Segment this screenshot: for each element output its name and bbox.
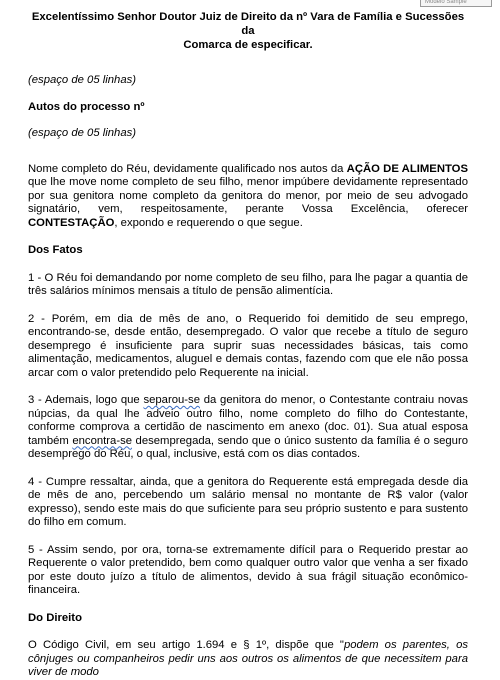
spacer-note-1: (espaço de 05 linhas): [28, 74, 137, 86]
spellcheck-word-2: encontra-se: [72, 434, 133, 447]
facts-paragraph-3: [28, 394, 468, 462]
case-title: Autos do processo nº: [28, 100, 145, 113]
facts-p3-text-1: 3 - Ademais, logo que: [28, 394, 144, 406]
intro-paragraph: [28, 163, 468, 231]
contestation-label: CONTESTAÇÃO: [28, 216, 115, 229]
spellcheck-word-1: separou-se: [143, 394, 200, 406]
section-title-facts: Dos Fatos: [28, 244, 83, 256]
addressee-line-2: Comarca de especificar.: [183, 39, 313, 51]
facts-p3-text-2: da genitora do menor, o Contestante contraiu novas núpcias, da qual lhe adveio outro filho, nome completo do filho do Contestante, conforme comprova a certidão de nascimento em anexo (doc. 01). Sua atual esposa também: [28, 394, 468, 447]
document-body: [28, 10, 468, 680]
facts-paragraph-4: 4 - Cumpre ressaltar, ainda, que a genitora do Requerente está empregada desde dia de mês de ano, percebendo um salário mensal no montante de R$ valor (valor expresso), sendo este mais do que suficiente para seu próprio sustento e para sustento do filho em comum.: [28, 475, 468, 528]
facts-p3-text-3: desempregada, sendo que o único sustento da família é o seguro desemprego do Réu, o qual, inclusive, está com os dias contados.: [28, 434, 468, 460]
action-name: AÇÃO DE ALIMENTOS: [346, 162, 469, 175]
facts-paragraph-1: 1 - O Réu foi demandando por nome completo de seu filho, para lhe pagar a quantia de três salários mínimos mensais a título de pensão alimentícia.: [28, 271, 468, 297]
law-quote: podem os parentes, os cônjuges ou companheiros pedir uns aos outros os alimentos de que necessitem para viver de modo: [28, 639, 469, 678]
intro-text-2: que lhe move nome completo de seu filho, menor impúbere devidamente representado por sua genitora nome completo da genitora do menor, por meio de seu advogado signatário, vem, respeitosamente, perante Vossa Excelência, oferecer: [28, 176, 468, 215]
facts-paragraph-2: 2 - Porém, em dia de mês de ano, o Requerido foi demitido de seu emprego, encontrando-se, desde então, desempregado. O valor que recebe a título de seguro desemprego é insuficiente para suprir suas necessidades básicas, tais como alimentação, medicamentos, aluguel e demais contas, fazendo com que ele não possa arcar com o valor pretendido pelo Requerente na inicial.: [28, 312, 468, 379]
intro-text-3: , expondo e requerendo o que segue.: [114, 216, 303, 229]
law-paragraph-1: [28, 639, 468, 680]
addressee-line-1: Excelentíssimo Senhor Doutor Juiz de Direito da nº Vara de Família e Sucessões da: [31, 11, 465, 37]
section-title-law: Do Direito: [28, 611, 82, 624]
intro-text-1: Nome completo do Réu, devidamente qualificado nos autos da: [28, 162, 347, 175]
corner-label: Modelo Sample: [420, 0, 492, 7]
law-p1-text: O Código Civil, em seu artigo 1.694 e § 1º, dispõe que ": [28, 639, 344, 651]
facts-paragraph-5: 5 - Assim sendo, por ora, torna-se extremamente difícil para o Requerido prestar ao Requerente o valor pretendido, bem como qualquer outro valor que venha a ser fixado por este douto juízo a título de alimentos, devido à sua frágil situação econômico-financeira.: [28, 543, 468, 596]
spacer-note-2: (espaço de 05 linhas): [28, 127, 137, 139]
